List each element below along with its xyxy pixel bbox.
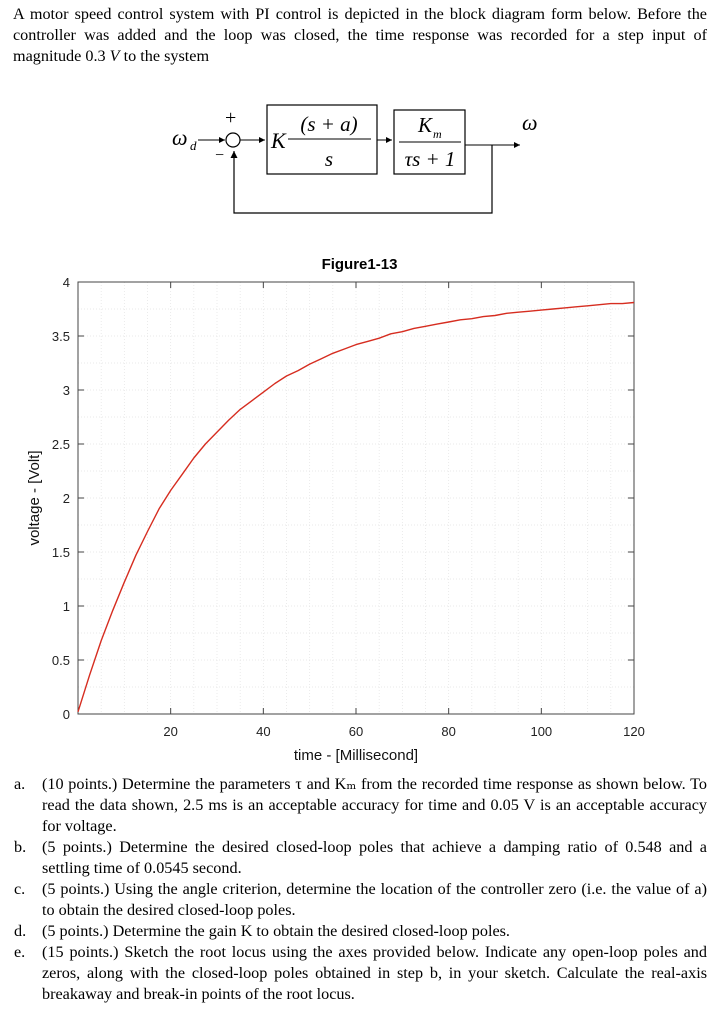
question-item — [12, 774, 707, 837]
question-text: (5 points.) Using the angle criterion, determine the location of the controller zero (i.e. the value of a) to obtain the desired closed-loop poles. — [42, 880, 707, 919]
y-axis-label: voltage - [Volt] — [26, 450, 43, 546]
question-letter: b. — [14, 838, 27, 856]
intro-text-1: A motor speed control system with PI control is depicted in the block diagram form below. Before the controller was added and the loop was closed, the time response was recorded for a step input of magnitude — [13, 5, 707, 65]
plant-gain-subscript: m — [433, 127, 442, 141]
intro-unit: V — [109, 47, 120, 65]
controller-numerator: (s + a) — [300, 112, 358, 136]
questions-list — [12, 774, 707, 1005]
y-tick-label: 3 — [62, 383, 70, 398]
plant-gain-symbol: K — [418, 113, 433, 137]
question-text: (5 points.) Determine the gain K to obtain the desired closed-loop poles. — [42, 922, 510, 940]
question-item — [12, 837, 707, 879]
question-letter: d. — [14, 922, 27, 940]
controller-denominator: s — [324, 147, 334, 171]
question-letter: c. — [14, 880, 26, 898]
question-item — [12, 879, 707, 921]
sum-sign-minus: − — [215, 147, 225, 164]
x-tick-label: 40 — [256, 724, 271, 739]
output-omega: ω — [522, 110, 538, 135]
question-letter: e. — [14, 943, 26, 961]
input-omega: ω — [172, 125, 188, 150]
question-text: (15 points.) Sketch the root locus using the axes provided below. Indicate any open-loop poles and zeros, along with the closed-loop poles obtained in step b, in your sketch. Calculate the real-axis breakaway and break-in points of the root locus. — [42, 943, 707, 1003]
question-text: (5 points.) Determine the desired closed-loop poles that achieve a damping ratio of 0.548 and a settling time of 0.0545 second. — [42, 838, 707, 877]
question-item — [12, 942, 707, 1005]
x-axis-label: time - [Millisecond] — [293, 747, 419, 764]
plant-denominator: τs + 1 — [404, 147, 456, 171]
x-tick-label: 60 — [348, 724, 364, 739]
y-tick-label: 2.5 — [51, 437, 70, 452]
y-tick-label: 1 — [62, 599, 70, 614]
intro-paragraph — [13, 4, 707, 67]
intro-text-2: to the system — [119, 47, 210, 65]
question-text: (10 points.) Determine the parameters τ and Kₘ from the recorded time response as shown below. To read the data shown, 2.5 ms is an acceptable accuracy for time and 0.05 V is an acceptable accuracy for voltage. — [42, 775, 707, 835]
y-tick-label: 3.5 — [51, 329, 70, 344]
figure-title: Figure1-13 — [321, 256, 398, 273]
summing-junction — [226, 133, 240, 147]
y-tick-label: 2 — [62, 491, 70, 506]
question-item — [12, 921, 707, 942]
x-tick-label: 120 — [623, 724, 645, 739]
x-tick-label: 100 — [530, 724, 553, 739]
input-subscript: d — [190, 138, 197, 153]
block-diagram — [150, 100, 550, 220]
sum-sign-plus: + — [225, 107, 237, 129]
question-letter: a. — [14, 775, 26, 793]
response-chart — [0, 270, 719, 774]
x-tick-label: 20 — [163, 724, 178, 739]
y-tick-label: 0 — [62, 707, 70, 722]
intro-magnitude: 0.3 — [85, 47, 106, 65]
y-tick-label: 4 — [62, 275, 70, 290]
y-tick-label: 0.5 — [51, 653, 70, 668]
controller-gain: K — [271, 128, 286, 153]
y-tick-label: 1.5 — [51, 545, 70, 560]
x-tick-label: 80 — [441, 724, 456, 739]
